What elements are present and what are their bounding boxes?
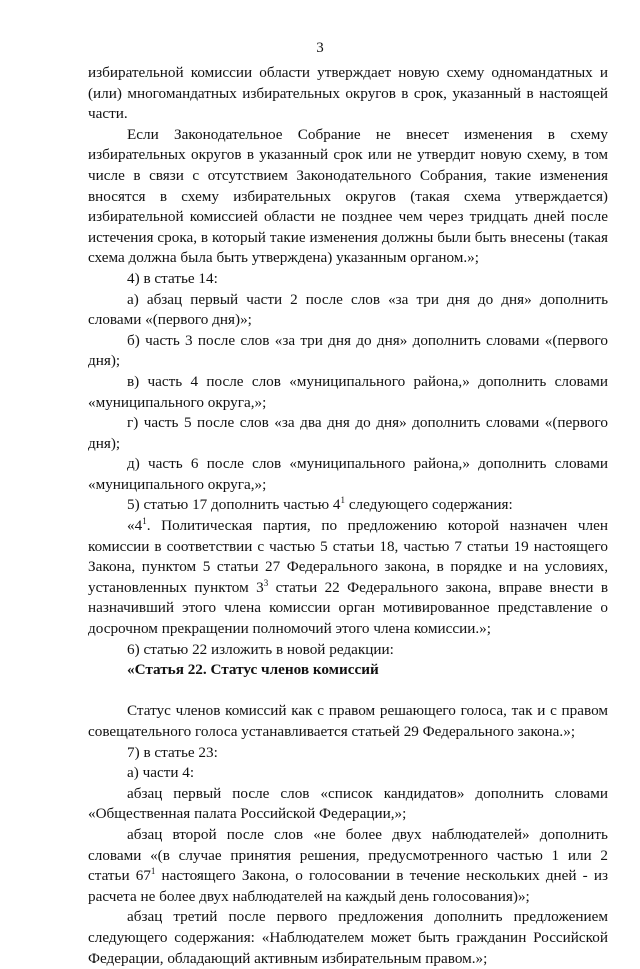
paragraph-9-text-b: следующего содержания: [345, 496, 513, 514]
paragraph-16: абзац первый после слов «список кандидатов» дополнить словами «Общественная палата Российской Федерации,»; [88, 784, 608, 823]
paragraph-7: г) часть 5 после слов «за два дня до дня» дополнить словами «(первого дня); [88, 414, 608, 452]
paragraph-3: 4) в статье 14: [127, 269, 218, 287]
paragraph-10 [88, 516, 608, 640]
paragraph-9-text-a: 5) статью 17 дополнить частью 4 [127, 496, 341, 514]
paragraph-17-text-b: настоящего Закона, о голосовании в течение нескольких дней - из расчета не более двух наблюдателей на каждый день голосования)»; [88, 867, 608, 905]
superscript: 1 [340, 495, 346, 506]
superscript: 3 [263, 577, 269, 588]
superscript: 1 [150, 866, 156, 877]
paragraph-17-text-a: абзац второй после слов «не более двух наблюдателей» дополнить словами «(в случае принятия решения, предусмотренного частью 1 или 2 статьи 67 [88, 825, 608, 885]
paragraph-11: 6) статью 22 изложить в новой редакции: [127, 640, 394, 658]
article-heading: «Статья 22. Статус членов комиссий [127, 661, 379, 679]
paragraph-5: б) часть 3 после слов «за три дня до дня» дополнить словами «(первого дня); [88, 331, 608, 370]
paragraph-9 [88, 495, 608, 516]
paragraph-18: абзац третий после первого предложения дополнить предложением следующего содержания: «Наблюдателем может быть гражданин Российской Федерации, обладающий активным избирательным правом.»; [88, 908, 608, 967]
paragraph-4: а) абзац первый части 2 после слов «за три дня до дня» дополнить словами «(первого дня)»; [88, 290, 608, 329]
paragraph-6: в) часть 4 после слов «муниципального района,» дополнить словами «муниципального округа,»; [88, 372, 608, 411]
paragraph-13: Статус членов комиссий как с правом решающего голоса, так и с правом совещательного голоса устанавливается статьей 29 Федерального закона.»; [88, 702, 608, 740]
paragraph-10-text-a: «4 [127, 517, 143, 535]
paragraph-2: Если Законодательное Собрание не внесет изменения в схему избирательных округов в указанный срок или не утвердит новую схему, в том числе в связи с отсутствием Законодательного Собрания, такие изменения вносятся в схему избирательных округов (такая схема утверждается) избирательной комиссией области не позднее чем через тридцать дней после истечения срока, в который такие изменения должны были быть внесены (такая схема должна была быть утверждена) указанным органом.»; [88, 125, 608, 267]
paragraph-1: избирательной комиссии области утверждает новую схему одномандатных и (или) многомандатных избирательных округов в срок, указанный в настоящей части. [88, 64, 608, 123]
superscript: 1 [142, 516, 147, 527]
paragraph-8: д) часть 6 после слов «муниципального района,» дополнить словами «муниципального округа,»; [88, 455, 608, 493]
paragraph-10-text-b: . Политическая партия, по предложению которой назначен член комиссии в соответствии с частью 5 статьи 18, частью 7 статьи 19 настоящего Закона, пунктом 5 статьи 27 Федерального закона, в порядке и на условиях, установленных пунктом 3 [88, 517, 608, 596]
paragraph-15: а) части 4: [127, 764, 195, 782]
document-body [88, 63, 608, 969]
paragraph-10-text-c: статьи 22 Федерального закона, вправе внести в назначивший этого члена комиссии орган мотивированное представление о досрочном прекращении полномочий этого члена комиссии.»; [88, 578, 608, 638]
paragraph-17 [88, 825, 608, 907]
paragraph-14: 7) в статье 23: [127, 743, 218, 761]
page-number: 3 [316, 40, 324, 56]
